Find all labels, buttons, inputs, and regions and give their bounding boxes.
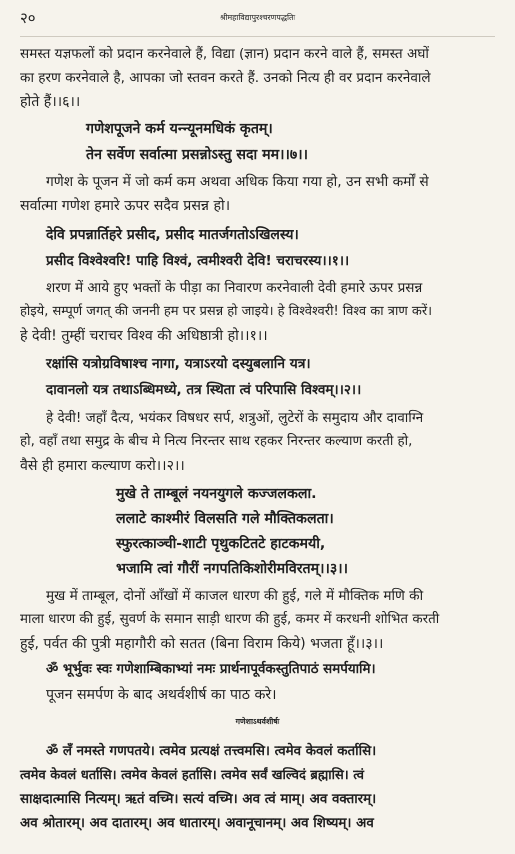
page-number: २०	[20, 9, 36, 27]
atharvashirsha-line-2: त्वमेव केवलं धर्तासि। त्वमेव केवलं हर्तासि। त्वमेव सर्वं खल्विदं ब्रह्मासि। त्वं	[20, 768, 364, 783]
offering-mantra: ॐ भूर्भुवः स्वः गणेशाम्बिकाभ्यां नमः प्रार्थनापूर्वकस्तुतिपाठं समर्पयामि।	[46, 662, 376, 677]
para-2-line-2: सर्वात्मा गणेश हमारे ऊपर सदैव प्रसन्न हो।	[20, 198, 231, 214]
running-title: श्रीमहाविद्यापुरश्चरणपद्धतिः	[219, 13, 296, 22]
para-1-line-2: का हरण करनेवाले है, आपका जो स्तवन करते हैं. उनको नित्य ही वर प्रदान करनेवाले	[20, 70, 431, 86]
para-5-line-3: हुई, पर्वत की पुत्री महागौरी को सतत (बिना विराम किये) भजता हूँ।।३।।	[20, 636, 384, 652]
verse-3-line-1: मुखे ते ताम्बूलं नयनयुगले कज्जलकला.	[116, 486, 317, 502]
atharvashirsha-line-1: ॐ लँ नमस्ते गणपतये। त्वमेव प्रत्यक्षं तत्त्वमसि। त्वमेव केवलं कर्तासि।	[46, 744, 377, 759]
para-5-line-1: मुख में ताम्बूल, दोनों आँखों में काजल धारण की हुई, गले में मौक्तिक मणि की	[46, 588, 424, 604]
para-3-line-3: हे देवी! तुम्हीं चराचर विश्व की अधिष्ठात्री हो।।१।।	[20, 328, 268, 344]
verse-1-line-1: देवि प्रपन्नार्तिहरे प्रसीद, प्रसीद मातर्जगतोऽखिलस्य।	[46, 227, 299, 243]
verse-7-line-2: तेन सर्वेण सर्वात्मा प्रसन्नोऽस्तु सदा मम।।७।।	[86, 147, 309, 163]
verse-1-line-2: प्रसीद विश्वेश्वरि! पाहि विश्वं, त्वमीश्वरी देवि! चराचरस्य।।१।।	[46, 253, 350, 269]
para-3-line-1: शरण में आये हुए भक्तों के पीड़ा का निवारण करनेवाली देवी हमारे ऊपर प्रसन्न	[46, 280, 423, 296]
para-2-line-1: गणेश के पूजन में जो कर्म कम अथवा अधिक किया गया हो, उन सभी कर्मों से	[46, 174, 429, 190]
para-3-line-2: होइये, सम्पूर्ण जगत् की जननी हम पर प्रसन्न हो जाइये। हे विश्वेश्वरी! विश्व का त्राण करें।	[20, 304, 433, 319]
verse-7-line-1: गणेशपूजने कर्म यन्न्यूनमधिकं कृतम्।	[86, 121, 273, 137]
verse-3-line-4: भजामि त्वां गौरीं नगपतिकिशोरीमविरतम्।।३।।	[116, 561, 348, 577]
header-rule	[20, 36, 495, 37]
para-4-line-1: हे देवी! जहाँ दैत्य, भयंकर विषधर सर्प, शत्रुओं, लुटेरों के समुदाय और दावाग्नि	[46, 410, 424, 426]
instruction-line: पूजन समर्पण के बाद अथर्वशीर्ष का पाठ करे।	[46, 687, 277, 703]
para-5-line-2: माला धारण की हुई, सुवर्ण के समान साड़ी धारण की हुई, कमर में करधनी शोभित करती	[20, 612, 440, 627]
verse-2-line-2: दावानलो यत्र तथाऽब्धिमध्ये, तत्र स्थिता त्वं परिपासि विश्वम्।।२।।	[46, 382, 362, 398]
atharvashirsha-line-3: साक्षदात्मासि नित्यम्। ऋतं वच्मि। सत्यं वच्मि। अव त्वं माम्। अव वक्तारम्।	[20, 792, 377, 807]
para-4-line-2: हो, वहाँ तथा समुद्र के बीच मे नित्य निरन्तर साथ रहकर निरन्तर कल्याण करती हो,	[20, 434, 413, 449]
para-1-line-1: समस्त यज्ञफलों को प्रदान करनेवाले हैं, विद्या (ज्ञान) प्रदान करने वाले हैं, समस्त अघों	[20, 46, 429, 62]
atharvashirsha-line-4: अव श्रोतारम्। अव दातारम्। अव धातारम्। अवानूचानम्। अव शिष्यम्। अव	[20, 816, 374, 831]
para-4-line-3: वैसे ही हमारा कल्याण करो।।२।।	[20, 458, 185, 474]
verse-2-line-1: रक्षांसि यत्रोग्रविषाश्च नागा, यत्राऽरयो दस्युबलानि यत्र।	[46, 356, 311, 372]
section-heading: गणेशाऽथर्वशीर्षः	[235, 717, 280, 726]
verse-3-line-2: ललाटे काश्मीरं विलसति गले मौक्तिकलता।	[116, 511, 334, 527]
para-1-line-3: होते हैं।।६।।	[20, 94, 81, 110]
verse-3-line-3: स्फुरत्काञ्ची-शाटी पृथुकटितटे हाटकमयी,	[116, 536, 326, 552]
